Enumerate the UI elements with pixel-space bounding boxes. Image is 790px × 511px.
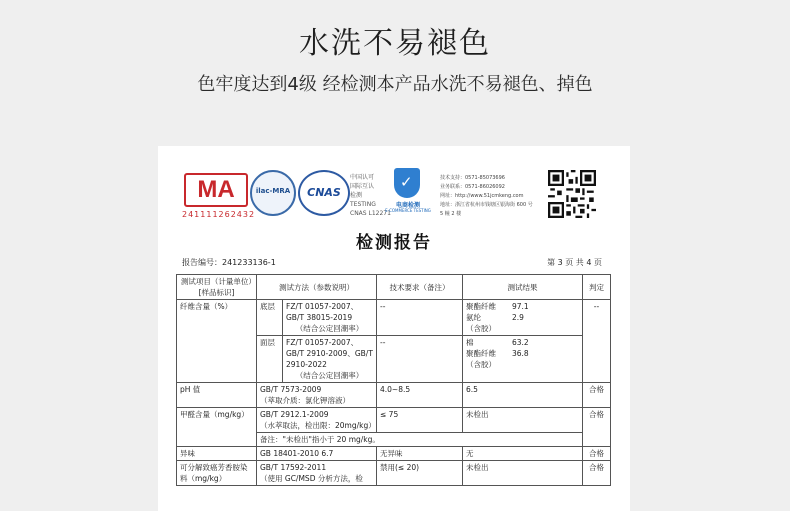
method-note: （结合公定回潮率） xyxy=(295,324,364,333)
header-judgement: 判定 xyxy=(583,275,611,300)
page-indicator: 第 3 页 共 4 页 xyxy=(547,258,602,267)
amine-result: 未检出 xyxy=(463,461,583,486)
qr-code-icon xyxy=(548,170,596,218)
contact-line: 网址：http://www.51jcmkeng.com xyxy=(440,193,524,199)
ph-method xyxy=(257,383,377,408)
odor-judgement: 合格 xyxy=(583,447,611,461)
header-method: 测试方法（参数说明） xyxy=(257,275,377,300)
fiber-name: 聚酯纤维 xyxy=(466,302,496,311)
ilac-mra-label: ilac-MRA xyxy=(255,187,291,195)
header-item: 测试项目（计量单位）[样品标识] xyxy=(177,275,257,300)
ph-requirement: 4.0~8.5 xyxy=(377,383,463,408)
report-number-value: 241233136-1 xyxy=(222,258,276,267)
formaldehyde-remark: 备注："未检出"指小于 20 mg/kg。 xyxy=(257,433,583,447)
fiber-name: 氨纶 xyxy=(466,313,481,322)
result-note: （含胶） xyxy=(466,360,496,369)
header-result: 测试结果 xyxy=(463,275,583,300)
accreditation-line: 国际互认 xyxy=(350,183,375,190)
amine-requirement: 禁用(≤ 20) xyxy=(377,461,463,486)
fiber-bottom-requirement: -- xyxy=(377,300,463,336)
result-note: （含胶） xyxy=(466,324,496,333)
method-note: （结合公定回潮率） xyxy=(295,371,364,380)
cnas-label: CNAS xyxy=(307,186,341,199)
fiber-judgement: -- xyxy=(583,300,611,383)
fiber-value: 36.8 xyxy=(512,349,529,358)
formaldehyde-result: 未检出 xyxy=(463,408,583,433)
contact-info xyxy=(440,174,533,219)
method-note: （水萃取法，检出限：20mg/kg） xyxy=(260,421,376,430)
table-row xyxy=(177,383,611,408)
table-row xyxy=(177,461,611,486)
amine-item: 可分解致癌芳香胺染料（mg/kg） xyxy=(177,461,257,486)
formaldehyde-requirement: ≤ 75 xyxy=(377,408,463,433)
shield-check-icon: ✓ xyxy=(394,168,420,198)
fiber-value: 63.2 xyxy=(512,338,529,347)
formaldehyde-item: 甲醛含量（mg/kg） xyxy=(177,408,257,447)
contact-line: 业务联系：0571-86026092 xyxy=(440,184,505,190)
fiber-value: 97.1 xyxy=(512,302,529,311)
report-title: 检测报告 xyxy=(356,233,432,253)
odor-item: 异味 xyxy=(177,447,257,461)
fiber-face-requirement: -- xyxy=(377,336,463,383)
accreditation-line: 中国认可 xyxy=(350,174,375,181)
fiber-name: 聚酯纤维 xyxy=(466,349,496,358)
fiber-value: 2.9 xyxy=(512,313,524,322)
ph-judgement: 合格 xyxy=(583,383,611,408)
fiber-name: 棉 xyxy=(466,338,474,347)
odor-requirement: 无异味 xyxy=(377,447,463,461)
odor-result: 无 xyxy=(463,447,583,461)
report-number-label: 报告编号： xyxy=(182,258,222,267)
table-row xyxy=(177,408,611,433)
testing-brand-sub: E-COMMERCE TESTING xyxy=(385,208,431,213)
ph-result: 6.5 xyxy=(463,383,583,408)
contact-line: 5 幢 2 楼 xyxy=(440,211,462,217)
method-standard: FZ/T 01057-2007、GB/T 38015-2019 xyxy=(286,302,359,322)
fiber-face-label: 面层 xyxy=(257,336,283,383)
ph-item: pH 值 xyxy=(177,383,257,408)
odor-method: GB 18401-2010 6.7 xyxy=(257,447,377,461)
table-row xyxy=(177,447,611,461)
testing-brand: 电商检测 xyxy=(395,202,420,209)
fiber-bottom-method xyxy=(283,300,377,336)
cma-number: 241111262432 xyxy=(182,210,256,219)
report-number xyxy=(182,257,276,268)
formaldehyde-judgement: 合格 xyxy=(583,408,611,447)
contact-line: 技术支持：0571-85073696 xyxy=(440,175,505,181)
method-note: （萃取介质：氯化钾溶液） xyxy=(260,396,350,405)
accreditation-line: TESTING xyxy=(350,201,376,208)
fiber-face-method xyxy=(283,336,377,383)
table-header-row xyxy=(177,275,611,300)
amine-judgement: 合格 xyxy=(583,461,611,486)
method-standard: GB/T 17592-2011 xyxy=(260,463,327,472)
amine-method xyxy=(257,461,377,486)
method-note: （使用 GC/MSD 分析方法，检 xyxy=(260,474,363,483)
method-standard: FZ/T 01057-2007、GB/T 2910-2009、GB/T 2910-2022 xyxy=(286,338,373,369)
results-table xyxy=(176,274,611,486)
fiber-bottom-result xyxy=(463,300,583,336)
accreditation-line: 检测 xyxy=(350,192,363,199)
header-requirement: 技术要求（备注） xyxy=(377,275,463,300)
accreditation-line: CNAS L12271 xyxy=(350,210,391,217)
method-standard: GB/T 7573-2009 xyxy=(260,385,322,394)
table-row xyxy=(177,300,611,336)
cnas-logo xyxy=(298,170,350,216)
formaldehyde-method xyxy=(257,408,377,433)
fiber-item: 纤维含量（%） xyxy=(177,300,257,383)
test-report-sheet xyxy=(158,146,630,511)
contact-line: 地址：浙江省杭州市钱塘区银海街 600 号 xyxy=(440,202,533,208)
fiber-bottom-label: 底层 xyxy=(257,300,283,336)
fiber-face-result xyxy=(463,336,583,383)
subline: 色牢度达到4级 经检测本产品水洗不易褪色、掉色 xyxy=(197,74,593,95)
method-standard: GB/T 2912.1-2009 xyxy=(260,410,329,419)
headline: 水洗不易褪色 xyxy=(299,26,491,61)
cma-logo: MA xyxy=(184,173,248,207)
ilac-mra-logo xyxy=(250,170,296,216)
